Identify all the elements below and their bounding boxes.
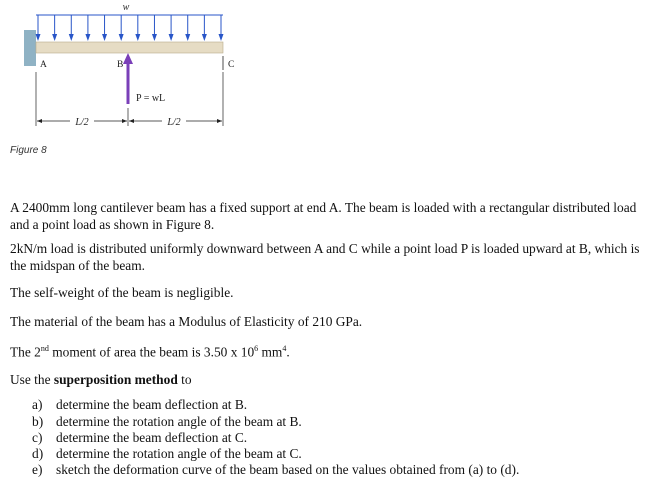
dim-arrow [37, 119, 42, 123]
dim-right-label: L/2 [167, 117, 181, 128]
moa-text-pre: The 2 [10, 344, 41, 360]
dim-left-label: L/2 [75, 117, 89, 128]
task-text: determine the rotation angle of the beam at B. [56, 413, 302, 429]
task-label: d) [32, 446, 44, 462]
task-label: e) [32, 462, 43, 478]
load-arrow-head [135, 34, 140, 41]
figure-caption: Figure 8 [10, 145, 47, 156]
dim-arrow [129, 119, 134, 123]
task-item [10, 414, 640, 430]
load-arrow-head [169, 34, 174, 41]
paragraph-loading: 2kN/m load is distributed uniformly downward between A and C while a point load P is loaded upward at B, which is the midspan of the beam. [10, 241, 640, 273]
load-arrow-head [202, 34, 207, 41]
load-arrow-head [52, 34, 57, 41]
task-text: determine the beam deflection at C. [56, 429, 248, 445]
moa-unit: mm [258, 344, 283, 360]
dim-arrow [122, 119, 127, 123]
task-item [10, 430, 640, 446]
moa-sup-exp: 6 [254, 344, 259, 353]
force-label: P = wL [136, 93, 166, 104]
distributed-load-arrows [36, 15, 224, 41]
method-bold: superposition method [53, 371, 178, 387]
load-label: w [122, 2, 130, 13]
load-arrow-head [85, 34, 90, 41]
moa-sup-unit: 4 [282, 344, 287, 353]
problem-text [10, 200, 640, 478]
load-arrow-head [69, 34, 74, 41]
task-item [10, 462, 640, 478]
task-label: a) [32, 397, 43, 413]
task-text: determine the rotation angle of the beam at C. [56, 446, 302, 462]
task-list [10, 397, 640, 478]
method-post: to [177, 371, 192, 387]
task-item [10, 397, 640, 413]
paragraph-self-weight: The self-weight of the beam is negligible. [10, 285, 234, 300]
dim-arrow [217, 119, 222, 123]
paragraph-problem-setup: A 2400mm long cantilever beam has a fixed support at end A. The beam is loaded with a rectangular distributed load and a point load as shown in Figure 8. [10, 200, 637, 232]
load-arrow-head [219, 34, 224, 41]
load-arrow-head [36, 34, 41, 41]
task-label: b) [32, 413, 44, 429]
beam-figure [0, 0, 652, 140]
load-arrow-head [152, 34, 157, 41]
beam [36, 42, 223, 53]
task-item [10, 446, 640, 462]
load-arrow-head [185, 34, 190, 41]
load-arrow-head [119, 34, 124, 41]
paragraph-method [10, 372, 640, 389]
paragraph-modulus: The material of the beam has a Modulus of Elasticity of 210 GPa. [10, 313, 363, 329]
task-text: determine the beam deflection at B. [56, 397, 248, 413]
load-arrow-head [102, 34, 107, 41]
paragraph-moment-of-area [10, 341, 640, 361]
task-label: c) [32, 429, 43, 445]
moa-text-post: . [286, 344, 290, 360]
point-c-label: C [228, 60, 235, 70]
fixed-support [24, 30, 36, 66]
task-text: sketch the deformation curve of the beam based on the values obtained from (a) to (d). [56, 462, 520, 478]
method-pre: Use the [10, 371, 54, 387]
force-arrowhead [123, 53, 133, 64]
point-a-label: A [40, 60, 47, 70]
moa-text-mid: moment of area the beam is 3.50 x 10 [48, 344, 255, 360]
point-b-label: B [117, 60, 124, 70]
moa-sup-nd: nd [40, 344, 49, 353]
